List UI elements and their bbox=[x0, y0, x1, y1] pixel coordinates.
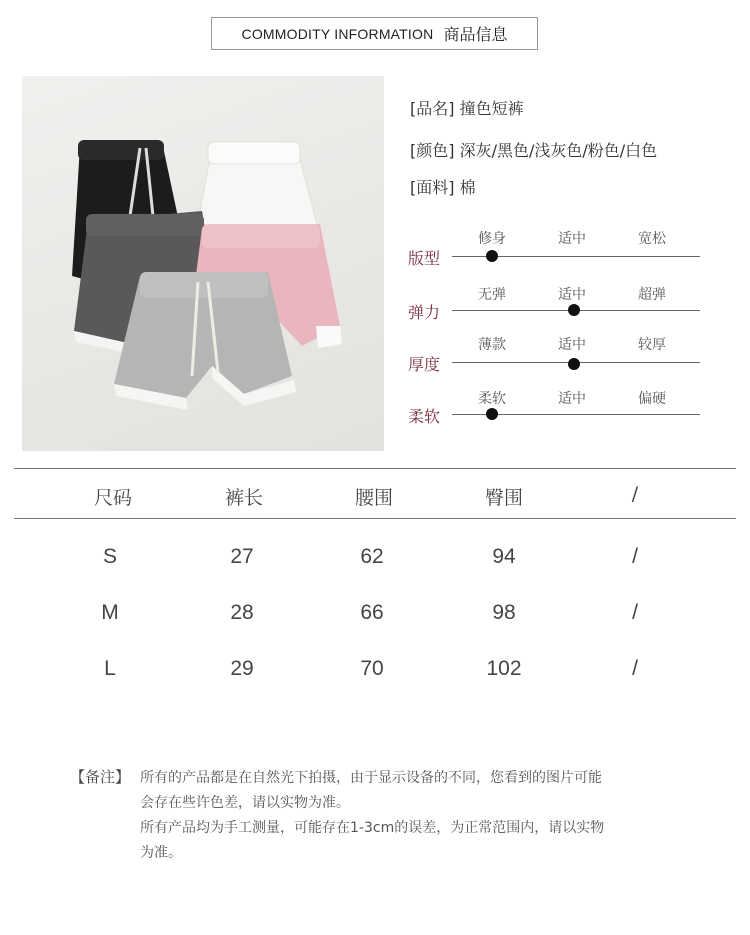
scale-option: 较厚 bbox=[638, 337, 666, 353]
scale-option: 适中 bbox=[558, 231, 586, 247]
scale-row-fit bbox=[408, 228, 700, 278]
table-header-cell: 裤长 bbox=[224, 487, 264, 509]
table-cell: S bbox=[102, 545, 118, 568]
section-title-cn: 商品信息 bbox=[443, 25, 508, 44]
scale-row-stretch bbox=[408, 284, 700, 334]
note-line: 所有产品均为手工测量，可能存在1-3cm的误差，为正常范围内，请以实物 bbox=[140, 820, 605, 836]
shorts-illustration bbox=[22, 76, 384, 451]
scale-indicator bbox=[568, 304, 580, 316]
table-cell: 102 bbox=[486, 657, 522, 680]
table-cell: M bbox=[101, 601, 119, 624]
scale-row-softness bbox=[408, 388, 700, 438]
scale-label: 厚度 bbox=[408, 355, 441, 374]
table-header-cell: / bbox=[631, 483, 639, 505]
scale-option: 宽松 bbox=[638, 231, 666, 247]
scale-label: 柔软 bbox=[408, 407, 441, 426]
table-cell: / bbox=[632, 601, 638, 624]
table-header-divider bbox=[14, 518, 736, 519]
product-material-key: [面料] bbox=[410, 178, 455, 197]
table-cell: 27 bbox=[230, 545, 254, 568]
note-line: 为准。 bbox=[140, 845, 182, 861]
scale-indicator bbox=[568, 358, 580, 370]
product-name-line bbox=[410, 96, 524, 119]
section-title bbox=[211, 17, 538, 50]
table-cell: / bbox=[632, 545, 638, 568]
product-photo bbox=[22, 76, 384, 451]
scale-option: 偏硬 bbox=[638, 391, 666, 407]
note-line: 所有的产品都是在自然光下拍摄，由于显示设备的不同，您看到的图片可能 bbox=[140, 770, 602, 786]
table-cell: 28 bbox=[230, 601, 254, 624]
table-cell: 98 bbox=[492, 601, 516, 624]
scale-label: 版型 bbox=[408, 249, 441, 268]
note-text bbox=[140, 766, 680, 866]
product-color-value: 深灰/黑色/浅灰色/粉色/白色 bbox=[459, 141, 658, 160]
scale-row-thickness bbox=[408, 334, 700, 384]
note-label: 【备注】 bbox=[70, 768, 131, 786]
scale-option: 适中 bbox=[558, 337, 586, 353]
table-top-divider bbox=[14, 468, 736, 469]
table-header-cell: 臀围 bbox=[484, 487, 524, 509]
section-title-en: COMMODITY INFORMATION bbox=[241, 25, 434, 42]
product-name-value: 撞色短裤 bbox=[459, 99, 524, 118]
table-cell: L bbox=[104, 657, 116, 680]
table-cell: / bbox=[632, 657, 638, 680]
table-cell: 66 bbox=[360, 601, 384, 624]
scale-option: 无弹 bbox=[478, 287, 506, 303]
table-cell: 70 bbox=[360, 657, 384, 680]
scale-label: 弹力 bbox=[408, 303, 441, 322]
table-header-cell: 腰围 bbox=[354, 487, 394, 509]
scale-option: 薄款 bbox=[478, 337, 506, 353]
product-color-key: [颜色] bbox=[410, 141, 455, 160]
table-header-cell: 尺码 bbox=[93, 487, 133, 509]
table-cell: 29 bbox=[230, 657, 254, 680]
product-material-value: 棉 bbox=[459, 178, 476, 197]
light-grey-shorts bbox=[114, 272, 296, 410]
scale-option: 适中 bbox=[558, 287, 586, 303]
scale-indicator bbox=[486, 250, 498, 262]
table-cell: 94 bbox=[492, 545, 516, 568]
scale-option: 适中 bbox=[558, 391, 586, 407]
product-material-line bbox=[410, 175, 476, 198]
table-cell: 62 bbox=[360, 545, 384, 568]
scale-option: 修身 bbox=[478, 231, 506, 247]
scale-indicator bbox=[486, 408, 498, 420]
scale-option: 超弹 bbox=[638, 287, 666, 303]
scale-option: 柔软 bbox=[478, 391, 506, 407]
product-name-key: [品名] bbox=[410, 99, 455, 118]
product-color-line bbox=[410, 138, 657, 161]
note-line: 会存在些许色差，请以实物为准。 bbox=[140, 795, 350, 811]
